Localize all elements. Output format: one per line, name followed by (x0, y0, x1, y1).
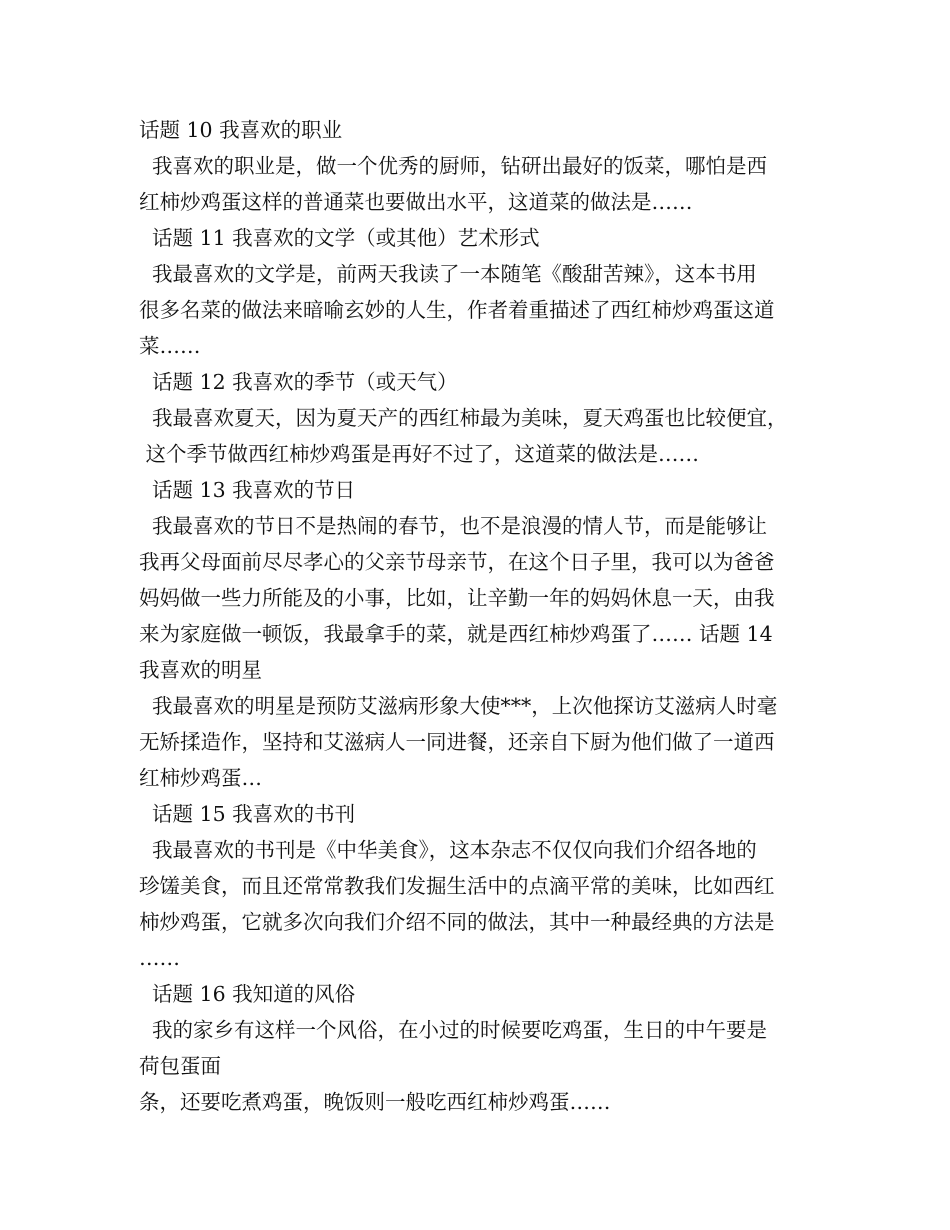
paragraph-line: 红柿炒鸡蛋… (139, 766, 262, 790)
paragraph-line: 无矫揉造作，坚持和艾滋病人一同进餐，还亲自下厨为他们做了一道西 (139, 730, 775, 754)
paragraph-line: 我最喜欢的文学是，前两天我读了一本随笔《酸甜苦辣》，这本书用 (139, 262, 757, 286)
paragraph-line: 我最喜欢的书刊是《中华美食》，这本杂志不仅仅向我们介绍各地的 (139, 838, 757, 862)
paragraph-line: …… (139, 946, 180, 970)
paragraph-line: 妈妈做一些力所能及的小事，比如，让辛勤一年的妈妈休息一天，由我 (139, 586, 775, 610)
paragraph-line: 我最喜欢夏天，因为夏天产的西红柿最为美味，夏天鸡蛋也比较便宜， (139, 406, 788, 430)
paragraph-line: 来为家庭做一顿饭，我最拿手的菜，就是西红柿炒鸡蛋了…… 话题 14 (139, 622, 773, 646)
heading-topic-16: 话题 16 我知道的风俗 (139, 982, 356, 1006)
heading-topic-14: 我喜欢的明星 (139, 658, 262, 682)
paragraph-line: 很多名菜的做法来暗喻玄妙的人生，作者着重描述了西红柿炒鸡蛋这道 (139, 298, 775, 322)
paragraph-line: 我喜欢的职业是，做一个优秀的厨师，钻研出最好的饭菜，哪怕是西 (139, 154, 768, 178)
paragraph-line: 这个季节做西红柿炒鸡蛋是再好不过了，这道菜的做法是…… (139, 442, 700, 466)
paragraph-line: 珍馐美食，而且还常常教我们发掘生活中的点滴平常的美味，比如西红 (139, 874, 775, 898)
paragraph-line: 荷包蛋面 (139, 1054, 221, 1078)
paragraph-line: 我再父母面前尽尽孝心的父亲节母亲节，在这个日子里，我可以为爸爸 (139, 550, 775, 574)
heading-topic-10: 话题 10 我喜欢的职业 (139, 118, 343, 142)
paragraph-line: 我最喜欢的节日不是热闹的春节，也不是浪漫的情人节，而是能够让 (139, 514, 768, 538)
heading-topic-15: 话题 15 我喜欢的书刊 (139, 802, 356, 826)
heading-topic-11: 话题 11 我喜欢的文学（或其他）艺术形式 (139, 226, 540, 250)
paragraph-line: 我最喜欢的明星是预防艾滋病形象大使***，上次他探访艾滋病人时毫 (139, 694, 778, 718)
paragraph-line: 红柿炒鸡蛋这样的普通菜也要做出水平，这道菜的做法是…… (139, 190, 693, 214)
paragraph-line: 条，还要吃煮鸡蛋，晚饭则一般吃西红柿炒鸡蛋…… (139, 1090, 611, 1114)
heading-topic-12: 话题 12 我喜欢的季节（或天气） (139, 370, 458, 394)
paragraph-line: 我的家乡有这样一个风俗，在小过的时候要吃鸡蛋，生日的中午要是 (139, 1018, 768, 1042)
heading-topic-13: 话题 13 我喜欢的节日 (139, 478, 356, 502)
paragraph-line: 菜…… (139, 334, 201, 358)
paragraph-line: 柿炒鸡蛋，它就多次向我们介绍不同的做法，其中一种最经典的方法是 (139, 910, 775, 934)
